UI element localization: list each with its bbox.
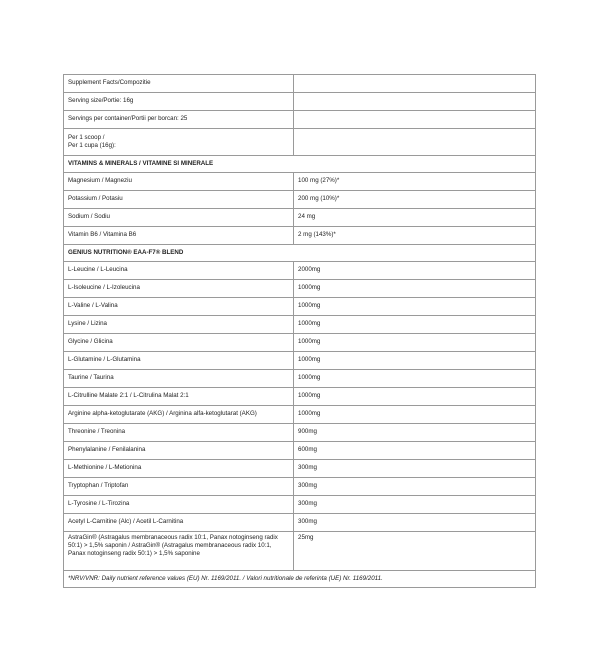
per-scoop-line: Per 1 scoop / [68, 133, 105, 141]
row-value: 100 mg (27%)* [294, 173, 536, 191]
row-label: Arginine alpha-ketoglutarate (AKG) / Arginina alfa-ketoglutarat (AKG) [64, 406, 294, 424]
table-row [64, 388, 536, 406]
row-value: 300mg [294, 478, 536, 496]
table-row [64, 316, 536, 334]
section-heading-row [64, 245, 536, 262]
table-row [64, 129, 536, 156]
row-label: Tryptophan / Triptofan [64, 478, 294, 496]
row-label: L-Leucine / L-Leucina [64, 262, 294, 280]
row-value: 300mg [294, 460, 536, 478]
table-row [64, 460, 536, 478]
row-value: 1000mg [294, 298, 536, 316]
row-value: 900mg [294, 424, 536, 442]
table-row [64, 298, 536, 316]
row-value: 2000mg [294, 262, 536, 280]
row-value: 1000mg [294, 280, 536, 298]
row-value: 600mg [294, 442, 536, 460]
table-row [64, 478, 536, 496]
row-label: L-Citrulline Malate 2:1 / L-Citrulina Malat 2:1 [64, 388, 294, 406]
footnote-row [64, 571, 536, 588]
supplement-facts-table [63, 74, 536, 588]
row-label: Potassium / Potasiu [64, 191, 294, 209]
astragin-label: AstraGin® (Astragalus membranaceous radix 10:1, Panax notoginseng radix 50:1) > 1,5% saponin / AstraGin® (Astragalus membranaceous radix 10:1, Panax notoginseng radix 50:1) > 1,5% saponine [64, 532, 294, 571]
row-label: Acetyl L-Carnitine (Alc) / Acetil L-Carnitina [64, 514, 294, 532]
row-value: 1000mg [294, 334, 536, 352]
per-scoop-cell [64, 129, 294, 156]
table-row [64, 514, 536, 532]
table-row [64, 191, 536, 209]
row-value [294, 111, 536, 129]
table-row [64, 93, 536, 111]
table-row [64, 262, 536, 280]
table-row [64, 173, 536, 191]
table-row [64, 496, 536, 514]
row-label: Glycine / Glicina [64, 334, 294, 352]
row-label: L-Isoleucine / L-Izoleucina [64, 280, 294, 298]
row-value: 2 mg (143%)* [294, 227, 536, 245]
row-label: Lysine / Lizina [64, 316, 294, 334]
table-row [64, 406, 536, 424]
row-value: 200 mg (10%)* [294, 191, 536, 209]
table-row [64, 209, 536, 227]
row-value: 300mg [294, 496, 536, 514]
row-label: Magnesium / Magneziu [64, 173, 294, 191]
row-value [294, 93, 536, 111]
row-value: 300mg [294, 514, 536, 532]
row-label: L-Tyrosine / L-Tirozina [64, 496, 294, 514]
per-scoop-line: Per 1 cupa (16g): [68, 142, 116, 149]
table-row [64, 352, 536, 370]
row-label: Vitamin B6 / Vitamina B6 [64, 227, 294, 245]
row-label: Supplement Facts/Compozitie [64, 75, 294, 93]
row-label: Threonine / Treonina [64, 424, 294, 442]
table-row [64, 532, 536, 571]
section-heading-row [64, 156, 536, 173]
row-value [294, 75, 536, 93]
table-row [64, 424, 536, 442]
blend-heading: GENIUS NUTRITION® EAA-F7® BLEND [64, 245, 536, 262]
row-label: Serving size/Portie: 16g [64, 93, 294, 111]
table-row [64, 334, 536, 352]
row-value: 1000mg [294, 352, 536, 370]
vitamins-heading: VITAMINS & MINERALS / VITAMINE SI MINERALE [64, 156, 536, 173]
row-label: L-Valine / L-Valina [64, 298, 294, 316]
table-row [64, 280, 536, 298]
row-label: L-Glutamine / L-Glutamina [64, 352, 294, 370]
row-value: 1000mg [294, 316, 536, 334]
table-row [64, 75, 536, 93]
row-value: 1000mg [294, 406, 536, 424]
table-row [64, 370, 536, 388]
row-label: Taurine / Taurina [64, 370, 294, 388]
row-label: Sodium / Sodiu [64, 209, 294, 227]
astragin-value: 25mg [294, 532, 536, 571]
row-label: Servings per container/Portii per borcan: 25 [64, 111, 294, 129]
row-value: 1000mg [294, 370, 536, 388]
table-row [64, 111, 536, 129]
row-label: L-Methionine / L-Metionina [64, 460, 294, 478]
row-label: Phenylalanine / Fenilalanina [64, 442, 294, 460]
table-row [64, 227, 536, 245]
table-row [64, 442, 536, 460]
row-value: 24 mg [294, 209, 536, 227]
footnote: *NRV/VNR: Daily nutrient reference values (EU) Nr. 1169/2011. / Valori nutritionale de referinta (UE) Nr. 1169/2011. [64, 571, 536, 588]
row-value: 1000mg [294, 388, 536, 406]
row-value [294, 129, 536, 156]
